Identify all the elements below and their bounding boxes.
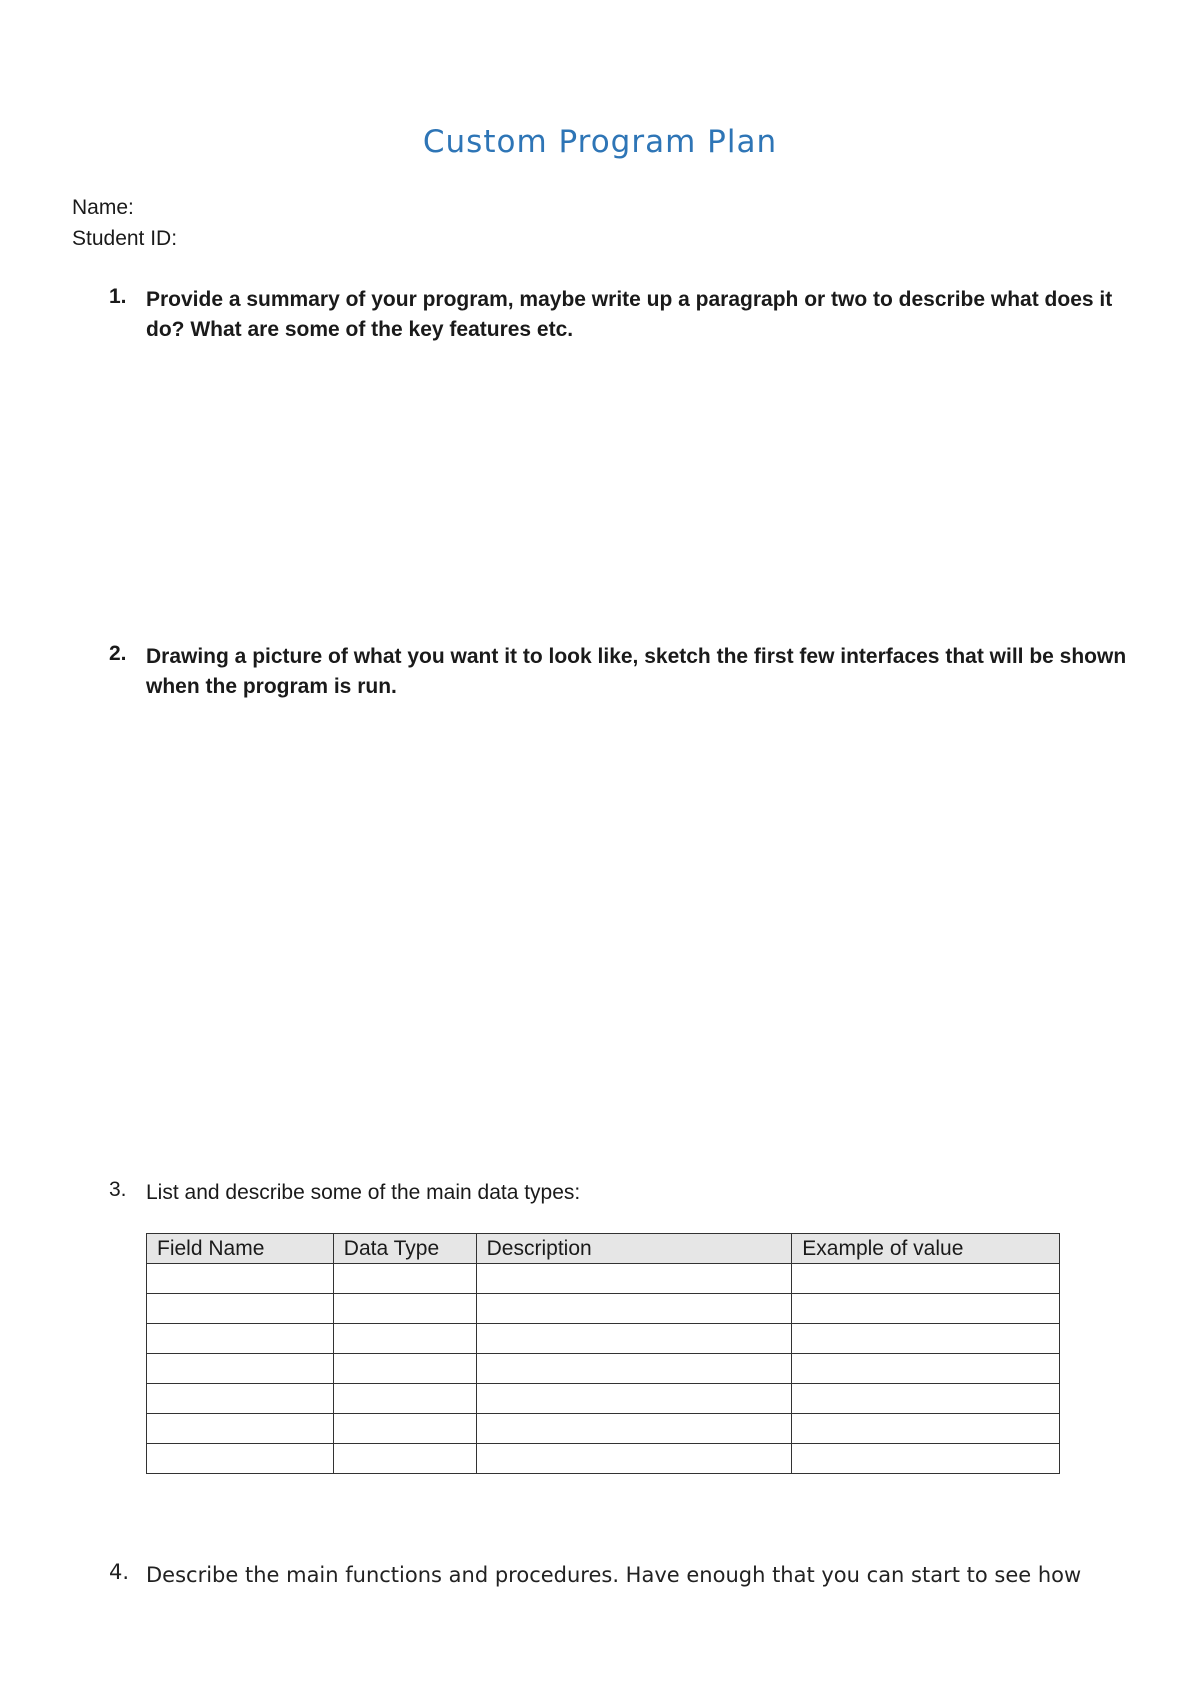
header-example-value: Example of value	[792, 1234, 1060, 1264]
table-cell[interactable]	[147, 1414, 334, 1444]
table-cell[interactable]	[792, 1354, 1060, 1384]
table-cell[interactable]	[792, 1294, 1060, 1324]
table-cell[interactable]	[476, 1324, 792, 1354]
table-header-row	[147, 1234, 1060, 1264]
table-cell[interactable]	[792, 1414, 1060, 1444]
table-cell[interactable]	[333, 1294, 476, 1324]
table-cell[interactable]	[147, 1354, 334, 1384]
table-cell[interactable]	[147, 1294, 334, 1324]
table-cell[interactable]	[792, 1324, 1060, 1354]
table-body	[147, 1264, 1060, 1474]
header-data-type: Data Type	[333, 1234, 476, 1264]
table-cell[interactable]	[476, 1384, 792, 1414]
table-cell[interactable]	[476, 1444, 792, 1474]
question-2-number: 2.	[109, 642, 127, 665]
page-title: Custom Program Plan	[422, 124, 778, 160]
question-2-text: Drawing a picture of what you want it to look like, sketch the first few interfaces that will be shown when the program is run.	[146, 645, 1127, 698]
table-cell[interactable]	[792, 1444, 1060, 1474]
table-cell[interactable]	[333, 1414, 476, 1444]
name-label: Name:	[72, 196, 134, 219]
table-cell[interactable]	[333, 1384, 476, 1414]
table-cell[interactable]	[476, 1294, 792, 1324]
table-cell[interactable]	[792, 1264, 1060, 1294]
table-cell[interactable]	[333, 1354, 476, 1384]
question-3-text: List and describe some of the main data types:	[146, 1181, 581, 1204]
question-4-text: Describe the main functions and procedures. Have enough that you can start to see how	[146, 1563, 1082, 1587]
table-row	[147, 1444, 1060, 1474]
table-cell[interactable]	[147, 1384, 334, 1414]
header-description: Description	[476, 1234, 792, 1264]
table-row	[147, 1414, 1060, 1444]
table-row	[147, 1324, 1060, 1354]
table-cell[interactable]	[792, 1384, 1060, 1414]
table-cell[interactable]	[333, 1324, 476, 1354]
table-cell[interactable]	[147, 1324, 334, 1354]
question-1-text: Provide a summary of your program, maybe write up a paragraph or two to describe what does it do? What are some of the key features etc.	[146, 288, 1113, 341]
table-cell[interactable]	[476, 1264, 792, 1294]
table-cell[interactable]	[476, 1414, 792, 1444]
table-cell[interactable]	[147, 1444, 334, 1474]
table-cell[interactable]	[476, 1354, 792, 1384]
question-1-number: 1.	[109, 285, 127, 308]
table-row	[147, 1384, 1060, 1414]
table-row	[147, 1264, 1060, 1294]
data-types-table	[146, 1233, 1060, 1474]
question-4-number: 4.	[109, 1560, 130, 1584]
student-id-label: Student ID:	[72, 227, 178, 250]
table-row	[147, 1354, 1060, 1384]
table-row	[147, 1294, 1060, 1324]
table-cell[interactable]	[147, 1264, 334, 1294]
table-cell[interactable]	[333, 1444, 476, 1474]
question-3-number: 3.	[109, 1178, 127, 1201]
header-field-name: Field Name	[147, 1234, 334, 1264]
table-cell[interactable]	[333, 1264, 476, 1294]
